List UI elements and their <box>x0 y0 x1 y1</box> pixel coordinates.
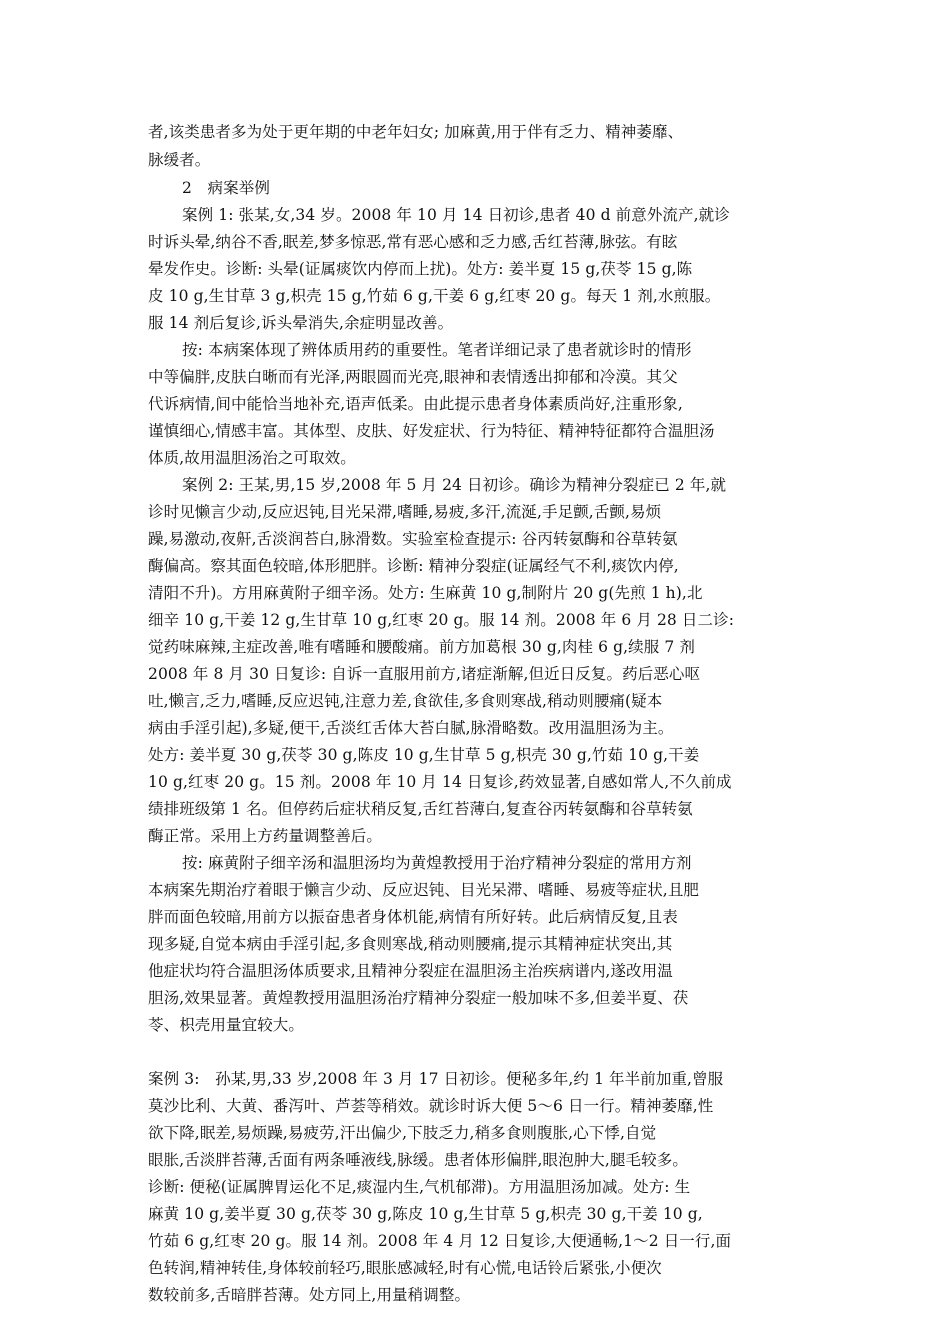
text-line: 胆汤,效果显著。黄煌教授用温胆汤治疗精神分裂症一般加味不多,但姜半夏、茯 <box>148 989 689 1007</box>
text-line: 处方: 姜半夏 30 g,茯苓 30 g,陈皮 10 g,生甘草 5 g,枳壳 30 g,竹茹 10 g,干姜 <box>148 746 700 764</box>
text-line: 案例 2: 王某,男,15 岁,2008 年 5 月 24 日初诊。确诊为精神分裂症已 2 年,就 <box>182 476 727 494</box>
text-line: 酶正常。采用上方药量调整善后。 <box>148 827 383 845</box>
text-line: 酶偏高。察其面色较暗,体形肥胖。诊断: 精神分裂症(证属经气不利,痰饮内停, <box>148 557 679 575</box>
text-line: 苓、枳壳用量宜较大。 <box>148 1016 305 1034</box>
text-line: 按: 麻黄附子细辛汤和温胆汤均为黄煌教授用于治疗精神分裂症的常用方剂 <box>182 854 692 872</box>
text-line: 案例 1: 张某,女,34 岁。2008 年 10 月 14 日初诊,患者 40 d 前意外流产,就诊 <box>182 206 730 224</box>
text-line: 现多疑,自觉本病由手淫引起,多食则寒战,稍动则腰痛,提示其精神症状突出,其 <box>148 935 673 953</box>
text-line: 他症状均符合温胆汤体质要求,且精神分裂症在温胆汤主治疾病谱内,遂改用温 <box>148 962 673 980</box>
text-line: 麻黄 10 g,姜半夏 30 g,茯苓 30 g,陈皮 10 g,生甘草 5 g,枳壳 30 g,干姜 10 g, <box>148 1205 703 1223</box>
text-line: 绩排班级第 1 名。但停药后症状稍反复,舌红苔薄白,复查谷丙转氨酶和谷草转氨 <box>148 800 693 818</box>
text-line: 谨慎细心,情感丰富。其体型、皮肤、好发症状、行为特征、精神特征都符合温胆汤 <box>148 422 715 440</box>
text-line: 诊断: 便秘(证属脾胃运化不足,痰湿内生,气机郁滞)。方用温胆汤加减。处方: 生 <box>148 1178 691 1196</box>
text-line: 服 14 剂后复诊,诉头晕消失,余症明显改善。 <box>148 314 454 332</box>
text-line: 竹茹 6 g,红枣 20 g。服 14 剂。2008 年 4 月 12 日复诊,大便通畅,1～2 日一行,面 <box>148 1232 732 1250</box>
text-line: 2008 年 8 月 30 日复诊: 自诉一直服用前方,诸症渐解,但近日反复。药后恶心呕 <box>148 665 701 683</box>
text-line: 脉缓者。 <box>148 151 211 169</box>
text-line: 胖而面色较暗,用前方以振奋患者身体机能,病情有所好转。此后病情反复,且表 <box>148 908 678 926</box>
text-line: 者,该类患者多为处于更年期的中老年妇女; 加麻黄,用于伴有乏力、精神萎靡、 <box>148 123 684 141</box>
text-line: 皮 10 g,生甘草 3 g,枳壳 15 g,竹茹 6 g,干姜 6 g,红枣 20 g。每天 1 剂,水煎服。 <box>148 287 721 305</box>
text-line: 欲下降,眠差,易烦躁,易疲劳,汗出偏少,下肢乏力,稍多食则腹胀,心下悸,自觉 <box>148 1124 657 1142</box>
text-line: 色转润,精神转佳,身体较前轻巧,眼胀感减轻,时有心慌,电话铃后紧张,小便次 <box>148 1259 662 1277</box>
section-heading: 2 病案举例 <box>182 179 270 197</box>
text-line: 时诉头晕,纳谷不香,眠差,梦多惊恶,常有恶心感和乏力感,舌红苔薄,脉弦。有眩 <box>148 233 678 251</box>
text-line: 吐,懒言,乏力,嗜睡,反应迟钝,注意力差,食欲佳,多食则寒战,稍动则腰痛(疑本 <box>148 692 663 710</box>
text-line: 案例 3: 孙某,男,33 岁,2008 年 3 月 17 日初诊。便秘多年,约 1 年半前加重,曾服 <box>148 1070 724 1088</box>
text-line: 代诉病情,间中能恰当地补充,语声低柔。由此提示患者身体素质尚好,注重形象, <box>148 395 683 413</box>
text-line: 觉药味麻辣,主症改善,唯有嗜睡和腰酸痛。前方加葛根 30 g,肉桂 6 g,续服 7 剂 <box>148 638 695 656</box>
text-line: 细辛 10 g,干姜 12 g,生甘草 10 g,红枣 20 g。服 14 剂。2008 年 6 月 28 日二诊: <box>148 611 735 629</box>
text-line: 中等偏胖,皮肤白晰而有光泽,两眼圆而光亮,眼神和表情透出抑郁和冷漠。其父 <box>148 368 678 386</box>
text-line: 10 g,红枣 20 g。15 剂。2008 年 10 月 14 日复诊,药效显著,自感如常人,不久前成 <box>148 773 732 791</box>
text-line: 眼胀,舌淡胖苔薄,舌面有两条唾液线,脉缓。患者体形偏胖,眼泡肿大,腿毛较多。 <box>148 1151 688 1169</box>
text-line: 诊时见懒言少动,反应迟钝,目光呆滞,嗜睡,易疲,多汗,流涎,手足颤,舌颤,易烦 <box>148 503 662 521</box>
text-line: 躁,易激动,夜鼾,舌淡润苔白,脉滑数。实验室检查提示: 谷丙转氨酶和谷草转氨 <box>148 530 678 548</box>
text-line: 莫沙比利、大黄、番泻叶、芦荟等稍效。就诊时诉大便 5～6 日一行。精神萎靡,性 <box>148 1097 714 1115</box>
text-line: 按: 本病案体现了辨体质用药的重要性。笔者详细记录了患者就诊时的情形 <box>182 341 692 359</box>
text-line: 数较前多,舌暗胖苔薄。处方同上,用量稍调整。 <box>148 1286 471 1304</box>
text-line: 病由手淫引起),多疑,便干,舌淡红舌体大苔白腻,脉滑略数。改用温胆汤为主。 <box>148 719 674 737</box>
text-line: 本病案先期治疗着眼于懒言少动、反应迟钝、目光呆滞、嗜睡、易疲等症状,且肥 <box>148 881 700 899</box>
text-line: 晕发作史。诊断: 头晕(证属痰饮内停而上扰)。处方: 姜半夏 15 g,茯苓 15 g,陈 <box>148 260 693 278</box>
text-line: 清阳不升)。方用麻黄附子细辛汤。处方: 生麻黄 10 g,制附片 20 g(先煎 1 h),北 <box>148 584 703 602</box>
text-line: 体质,故用温胆汤治之可取效。 <box>148 449 356 467</box>
